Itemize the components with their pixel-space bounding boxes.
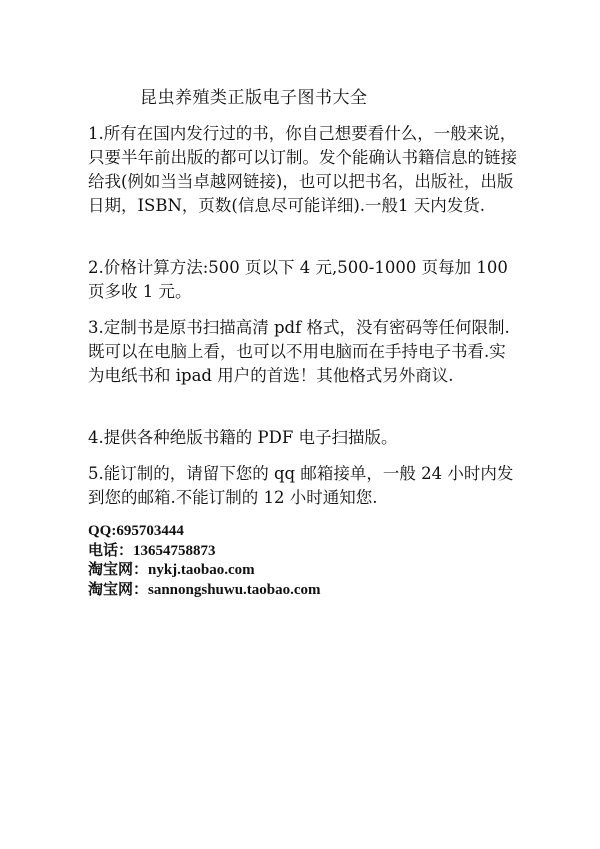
contact-qq: QQ:695703444 <box>88 523 184 539</box>
paragraph-out-of-print: 4.提供各种绝版书籍的 PDF 电子扫描版。 <box>88 428 398 447</box>
contact-shop-nykj: 淘宝网：nykj.taobao.com <box>88 562 255 578</box>
contact-phone: 电话：13654758873 <box>88 542 216 559</box>
paragraph-format: 3.定制书是原书扫描高清 pdf 格式，没有密码等任何限制.既可以在电脑上看，也可以不用电脑而在手持电子书看.实为电纸书和 ipad 用户的首选！其他格式另外商议. <box>88 318 510 385</box>
document-title: 昆虫养殖类正版电子图书大全 <box>140 88 368 108</box>
paragraph-ordering: 1.所有在国内发行过的书，你自己想要看什么，一般来说，只要半年前出版的都可以订制。发个能确认书籍信息的链接给我(例如当当卓越网链接)，也可以把书名，出版社，出版日期，ISBN，页数(信息尽可能详细).一般1 天内发货. <box>88 124 517 215</box>
contact-block <box>88 522 528 600</box>
contact-shop-sannongshuwu: 淘宝网：sannongshuwu.taobao.com <box>88 581 321 598</box>
paragraph-delivery: 5.能订制的，请留下您的 qq 邮箱接单，一般 24 小时内发到您的邮箱.不能订制的 12 小时通知您. <box>88 464 514 507</box>
paragraph-pricing: 2.价格计算方法:500 页以下 4 元,500-1000 页每加 100 页多收 1 元。 <box>88 258 508 301</box>
